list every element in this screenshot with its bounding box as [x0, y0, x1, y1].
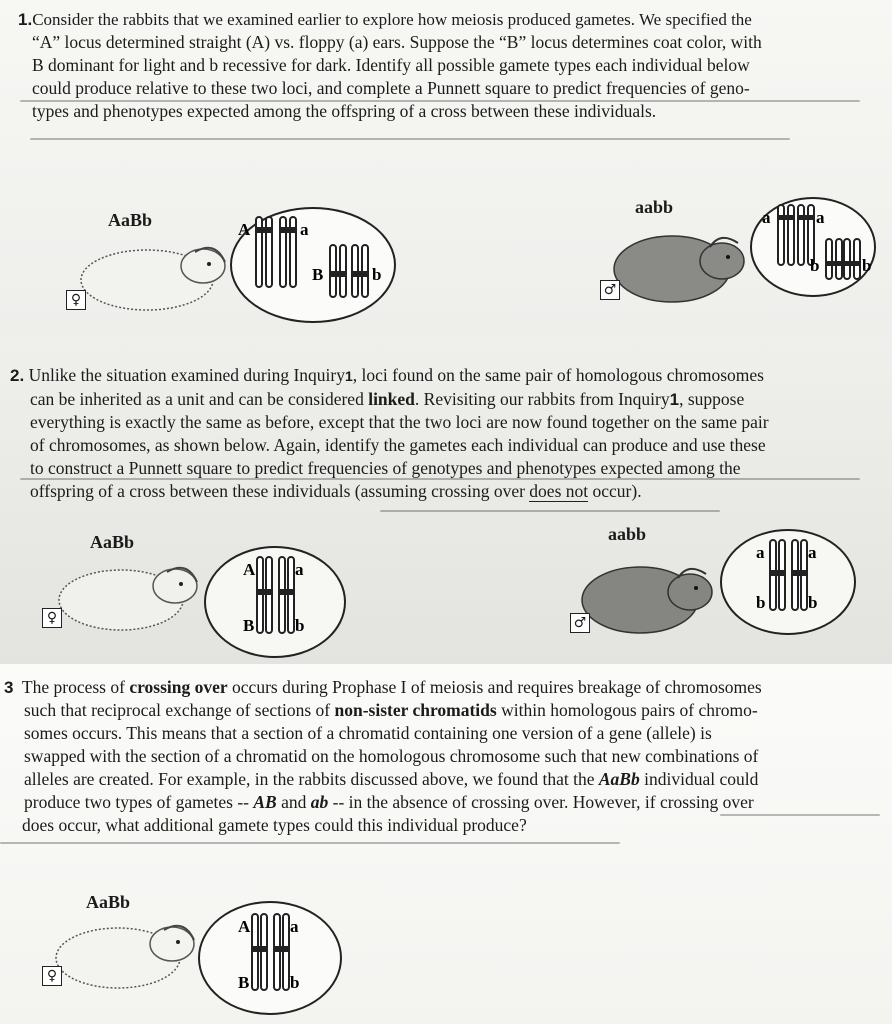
- male-chromosome-circle-linked: [718, 528, 858, 638]
- chromosome-pair-2: [825, 239, 861, 279]
- linked-term: linked: [368, 389, 415, 409]
- female-genotype-label: AaBb: [90, 532, 135, 552]
- female-chromosome-circle-crossover: [197, 900, 345, 1018]
- female-chromosome-circle: [228, 205, 398, 325]
- pencil-underline: [380, 510, 720, 512]
- allele-a: a: [756, 543, 765, 562]
- q2-line-4: of chromosomes, as shown below. Again, identify the gametes each individual can produce and use these: [30, 435, 766, 455]
- question-2-number: 2.: [10, 366, 25, 385]
- pencil-underline: [20, 100, 860, 102]
- allele-b: b: [372, 265, 382, 284]
- question-1-section: [0, 0, 892, 338]
- allele-b: b: [810, 256, 820, 275]
- question-3-section: [0, 664, 892, 1024]
- male-symbol: ♂: [570, 613, 590, 633]
- does-not-underlined: does not: [529, 481, 589, 501]
- question-1-number: 1.: [18, 10, 33, 29]
- q1-line-3: B dominant for light and b recessive for dark. Identify all possible gamete types each individual below: [32, 55, 750, 75]
- allele-a: a: [816, 208, 825, 227]
- allele-a: a: [762, 208, 771, 227]
- question-2-section: [0, 338, 892, 664]
- allele-b: b: [756, 593, 766, 612]
- female-symbol: ♀: [42, 608, 62, 628]
- male-genotype-label: aabb: [635, 197, 674, 217]
- female-symbol: ♀: [66, 290, 86, 310]
- question-1-text: [18, 8, 888, 123]
- q2-line-2: can be inherited as a unit and can be considered: [30, 389, 364, 409]
- allele-a: a: [295, 560, 304, 579]
- gamete-AB: AB: [253, 792, 277, 812]
- question-2-text: 2. Unlike the situation examined during Inquiry1, loci found on the same pair of homologous chromosomes can be inherited as a unit and can be considered linked. Revisiting our rabbits from Inquiry1, suppose everything is exactly the same as before, except that the two loci are now found together on the same pair of chromosomes, as shown below. Again, identify the gametes each individual can produce and use these to construct a Punnett square to predict frequencies of genotypes and phenotypes expected among the offspring of a cross between these individuals (assuming crossing over does not occur).: [10, 364, 888, 503]
- female-rabbit-light: [52, 916, 202, 996]
- q2-line-6: offspring of a cross between these individuals (assuming crossing over: [30, 481, 525, 501]
- gamete-ab: ab: [310, 792, 329, 812]
- non-sister-chromatids-term: non-sister chromatids: [334, 700, 497, 720]
- female-chromosome-circle-linked: [203, 545, 348, 660]
- q2-line-3: everything is exactly the same as before, except that the two loci are now found together on the same pair: [30, 412, 769, 432]
- allele-a: a: [300, 220, 309, 239]
- crossing-over-term: crossing over: [129, 677, 228, 697]
- allele-a: a: [290, 917, 299, 936]
- male-rabbit-dark: [578, 556, 723, 641]
- q1-line-5: types and phenotypes expected among the offspring of a cross between these individuals.: [32, 101, 657, 121]
- q1-line-2: “A” locus determined straight (A) vs. floppy (a) ears. Suppose the “B” locus determines coat color, with: [32, 32, 762, 52]
- pencil-underline: [720, 814, 880, 816]
- allele-B: B: [238, 973, 250, 992]
- male-chromosome-circle: [748, 195, 878, 300]
- pencil-underline: [30, 138, 790, 140]
- allele-b: b: [862, 256, 872, 275]
- q2-line-5: to construct a Punnett square to predict frequencies of genotypes and phenotypes expected among the: [30, 458, 741, 478]
- pencil-underline: [20, 478, 860, 480]
- female-rabbit-light: [55, 556, 205, 636]
- allele-b: b: [295, 616, 305, 635]
- q2-line-1: Unlike the situation examined during Inquiry: [28, 365, 345, 385]
- female-symbol: ♀: [42, 966, 62, 986]
- question-3-text: 3 The process of crossing over occurs during Prophase I of meiosis and requires breakage of chromosomes such that reciprocal exchange of sections of non-sister chromatids within homologous pairs of chromo- somes occurs. This means that a section of a chromatid containing one version of a gene (allele) is swapped with the section of a chromatid on the homologous chromosome such that new combinations of alleles are created. For example, in the rabbits discussed above, we found that the AaBb individual could produce two types of gametes -- AB and ab -- in the absence of crossing over. However, if crossing over does occur, what additional gamete types could this individual produce?: [4, 676, 888, 837]
- q3-line-3: somes occurs. This means that a section of a chromatid containing one version of a gene (allele) is: [24, 723, 712, 743]
- allele-B: B: [312, 265, 324, 284]
- male-genotype-label: aabb: [608, 524, 647, 544]
- question-3-number: 3: [4, 678, 14, 697]
- pencil-underline: [0, 842, 620, 844]
- female-rabbit-light: [75, 238, 235, 318]
- allele-B: B: [243, 616, 255, 635]
- male-symbol: ♂: [600, 280, 620, 300]
- q3-line-7: does occur, what additional gamete types could this individual produce?: [22, 815, 527, 835]
- allele-b: b: [290, 973, 300, 992]
- q1-line-1: Consider the rabbits that we examined earlier to explore how meiosis produced gametes. We specified the: [32, 10, 752, 29]
- allele-A: A: [243, 560, 256, 579]
- allele-b: b: [808, 593, 818, 612]
- q1-line-4: could produce relative to these two loci, and complete a Punnett square to predict frequencies of geno-: [32, 78, 750, 98]
- allele-a: a: [808, 543, 817, 562]
- allele-A: A: [238, 917, 251, 936]
- allele-A: A: [238, 220, 251, 239]
- female-genotype-label: AaBb: [108, 210, 153, 230]
- q3-line-4: swapped with the section of a chromatid on the homologous chromosome such that new combinations of: [24, 746, 759, 766]
- female-genotype-label: AaBb: [86, 892, 131, 912]
- male-rabbit-dark: [610, 225, 755, 310]
- genotype-term: AaBb: [598, 769, 640, 789]
